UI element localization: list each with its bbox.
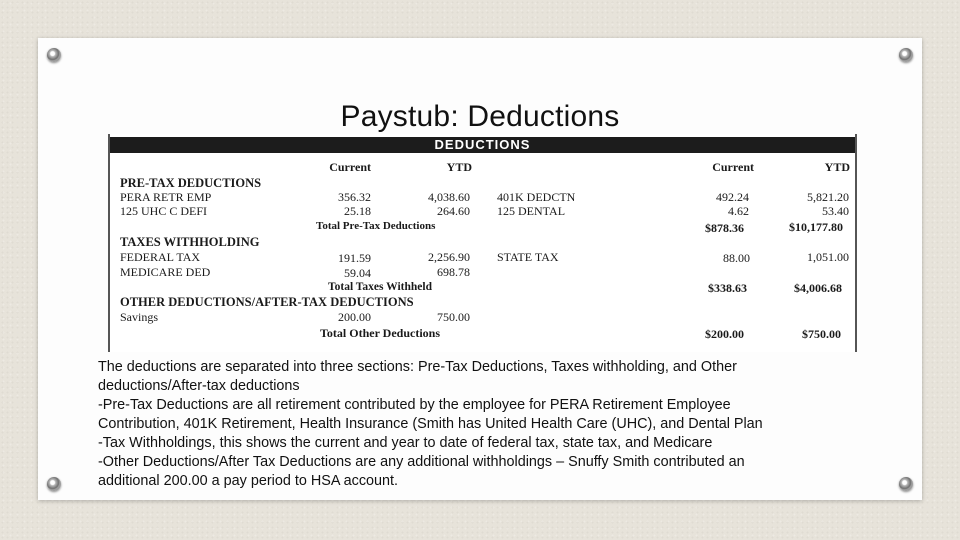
pushpin-icon [899, 48, 913, 62]
column-header-ytd: YTD [446, 160, 472, 174]
description-line: The deductions are separated into three sections: Pre-Tax Deductions, Taxes withholding, and Other [98, 359, 737, 375]
pushpin-icon [47, 48, 61, 62]
slide-card [38, 38, 922, 500]
deduction-current: 191.59 [338, 251, 371, 265]
total-ytd: $750.00 [802, 327, 841, 341]
total-ytd: $4,006.68 [794, 281, 842, 295]
description-line: Contribution, 401K Retirement, Health Insurance (Smith has United Health Care (UHC), and Dental Plan [98, 416, 763, 432]
column-header-current: Current [712, 160, 754, 174]
total-current: $338.63 [708, 281, 747, 295]
slide-title: Paystub: Deductions [340, 100, 620, 133]
deduction-ytd: 4,038.60 [428, 190, 470, 204]
deduction-ytd: 5,821.20 [807, 190, 849, 204]
total-label: Total Other Deductions [320, 326, 441, 340]
deduction-label: STATE TAX [497, 250, 559, 264]
deduction-ytd: 1,051.00 [807, 250, 849, 264]
total-ytd: $10,177.80 [789, 220, 843, 234]
section-heading-other: OTHER DEDUCTIONS/AFTER-TAX DEDUCTIONS [120, 295, 414, 309]
description-line: -Pre-Tax Deductions are all retirement contributed by the employee for PERA Retirement Employee [98, 397, 731, 413]
deduction-current: 356.32 [338, 190, 371, 204]
total-label: Total Taxes Withheld [328, 281, 432, 293]
deduction-label: 125 DENTAL [497, 204, 566, 218]
section-heading-pretax: PRE-TAX DEDUCTIONS [120, 176, 262, 190]
deduction-ytd: 53.40 [822, 204, 849, 218]
deduction-label: 125 UHC C DEFI [120, 204, 208, 218]
deduction-ytd: 2,256.90 [428, 250, 470, 264]
deduction-current: 492.24 [716, 190, 749, 204]
column-header-ytd: YTD [824, 160, 850, 174]
deduction-current: 88.00 [723, 251, 750, 265]
deduction-label: Savings [120, 310, 159, 324]
deduction-label: FEDERAL TAX [120, 250, 201, 264]
pushpin-icon [47, 477, 61, 491]
column-header-current: Current [329, 160, 371, 174]
total-label: Total Pre-Tax Deductions [316, 220, 436, 232]
pushpin-icon [899, 477, 913, 491]
deduction-label: PERA RETR EMP [120, 190, 212, 204]
deduction-current: 4.62 [728, 204, 749, 218]
deduction-ytd: 264.60 [437, 204, 470, 218]
deduction-label: MEDICARE DED [120, 265, 211, 279]
section-heading-taxes: TAXES WITHHOLDING [120, 235, 260, 249]
deductions-header: DEDUCTIONS [110, 137, 855, 153]
deduction-current: 200.00 [338, 310, 371, 324]
description-text [98, 358, 868, 491]
paystub-deductions-image [108, 134, 857, 352]
description-line: -Tax Withholdings, this shows the current and year to date of federal tax, state tax, and Medicare [98, 435, 713, 451]
description-line: additional 200.00 a pay period to HSA account. [98, 473, 399, 489]
deduction-label: 401K DEDCTN [497, 190, 576, 204]
total-current: $878.36 [705, 221, 744, 235]
deduction-ytd: 698.78 [437, 265, 470, 279]
deduction-current: 59.04 [344, 266, 371, 280]
description-line: deductions/After-tax deductions [98, 378, 300, 394]
deduction-ytd: 750.00 [437, 310, 470, 324]
description-line: -Other Deductions/After Tax Deductions are any additional withholdings – Snuffy Smith contributed an [98, 454, 745, 470]
total-current: $200.00 [705, 327, 744, 341]
deduction-current: 25.18 [344, 204, 371, 218]
